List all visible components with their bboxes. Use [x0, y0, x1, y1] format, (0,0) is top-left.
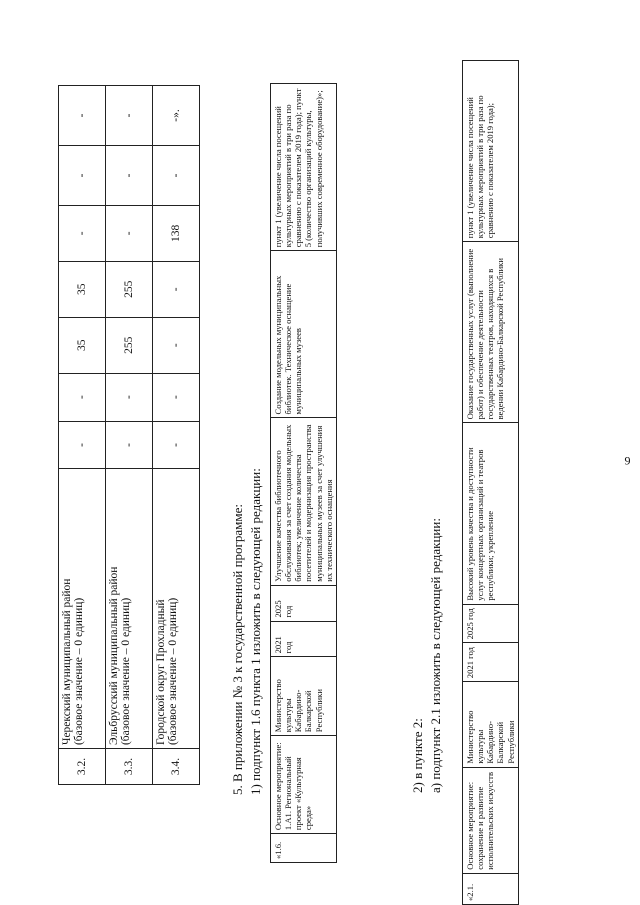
indicators-link: пункт 1 (увеличение числа посещений культурных мероприятий в три раза по сравнению с показателем 2019 года);	[463, 61, 519, 242]
value-cell: -	[106, 373, 153, 421]
table-row	[106, 86, 153, 785]
base-value: (базовое значение – 0 единиц)	[73, 597, 85, 746]
row-number: «2.1.	[463, 873, 519, 904]
value-cell: 138	[153, 205, 200, 261]
page-number: 9	[624, 453, 631, 468]
executor: Министерство культуры Кабардино-Балкарской Республики	[271, 657, 337, 736]
value-cell: -	[59, 145, 106, 205]
subitem-1-text: 1) подпункт 1.6 пункта 1 изложить в следующей редакции:	[248, 468, 263, 795]
targets-table	[58, 85, 200, 785]
value-cell: -».	[153, 86, 200, 146]
start-year: 2021 год	[271, 621, 337, 657]
value-cell: -	[153, 145, 200, 205]
value-cell: -	[59, 205, 106, 261]
table-row	[153, 86, 200, 785]
value-cell: -	[106, 421, 153, 469]
indicators-link: пункт 1 (увеличение числа посещений культурных мероприятий в три раза по сравнению с показателем 2019 года); пункт 5 (количество организаций культуры, получивших современное оборудование)»;	[271, 84, 337, 251]
end-year: 2025 год	[271, 585, 337, 621]
municipality-cell	[153, 469, 200, 749]
row-number: 3.4.	[153, 749, 200, 785]
municipality-cell	[59, 469, 106, 749]
value-cell: -	[153, 317, 200, 373]
value-cell: -	[59, 86, 106, 146]
row-number: 3.3.	[106, 749, 153, 785]
base-value: (базовое значение – 0 единиц)	[167, 597, 179, 746]
value-cell: -	[153, 421, 200, 469]
expected-result: Улучшение качества библиотечного обслуживания за счет создания модельных библиотек; увеличение количества посетителей и модернизация пространства муниципальных музеев за счет улучшения их технического оснащения	[271, 418, 337, 585]
municipality-cell	[106, 469, 153, 749]
targets-table-body	[59, 86, 200, 785]
value-cell: -	[153, 373, 200, 421]
measure-name: Основное мероприятие: сохранение и развитие исполнительских искусств	[463, 767, 519, 873]
value-cell: 255	[106, 317, 153, 373]
measures-table-1-6	[270, 83, 337, 863]
base-value: (базовое значение – 0 единиц)	[120, 597, 132, 746]
table-row	[271, 84, 337, 863]
executor: Министерство культуры Кабардино-Балкарской Республики	[463, 682, 519, 767]
value-cell: -	[59, 421, 106, 469]
value-cell: 255	[106, 261, 153, 317]
measure-name: Основное мероприятие: 1.А1. Региональный проект «Культурная среда»	[271, 736, 337, 834]
value-cell: 35	[59, 261, 106, 317]
value-cell: -	[106, 145, 153, 205]
table-row	[59, 86, 106, 785]
municipality-name: Черекский муниципальный район	[61, 578, 73, 746]
value-cell: -	[153, 261, 200, 317]
item-5-heading: 5. В приложении № 3 к государственной программе:	[230, 504, 245, 795]
value-cell: -	[106, 86, 153, 146]
row-number: 3.2.	[59, 749, 106, 785]
table-row	[463, 61, 519, 905]
expected-result: Высокий уровень качества и доступности услуг концертных организаций и театров республики; укрепление	[463, 423, 519, 604]
subitem-a-text: а) подпункт 2.1 изложить в следующей редакции:	[428, 518, 443, 793]
row-number: «1.6.	[271, 834, 337, 863]
municipality-name: Эльбрусский муниципальный район	[108, 566, 120, 746]
main-directions: Создание модельных муниципальных библиотек. Техническое оснащение муниципальных музеев	[271, 251, 337, 418]
municipality-name: Городской округ Прохладный	[155, 599, 167, 746]
end-year: 2025 год	[463, 604, 519, 643]
item-2-heading: 2) в пункте 2:	[410, 718, 425, 793]
measures-table-2-1	[462, 60, 519, 905]
value-cell: -	[59, 373, 106, 421]
value-cell: 35	[59, 317, 106, 373]
start-year: 2021 год	[463, 643, 519, 682]
main-directions: Оказание государственных услуг (выполнение работ) и обеспечение деятельности государственных театров, находящихся в ведении Кабардино-Балкарской Республики	[463, 242, 519, 423]
value-cell: -	[106, 205, 153, 261]
